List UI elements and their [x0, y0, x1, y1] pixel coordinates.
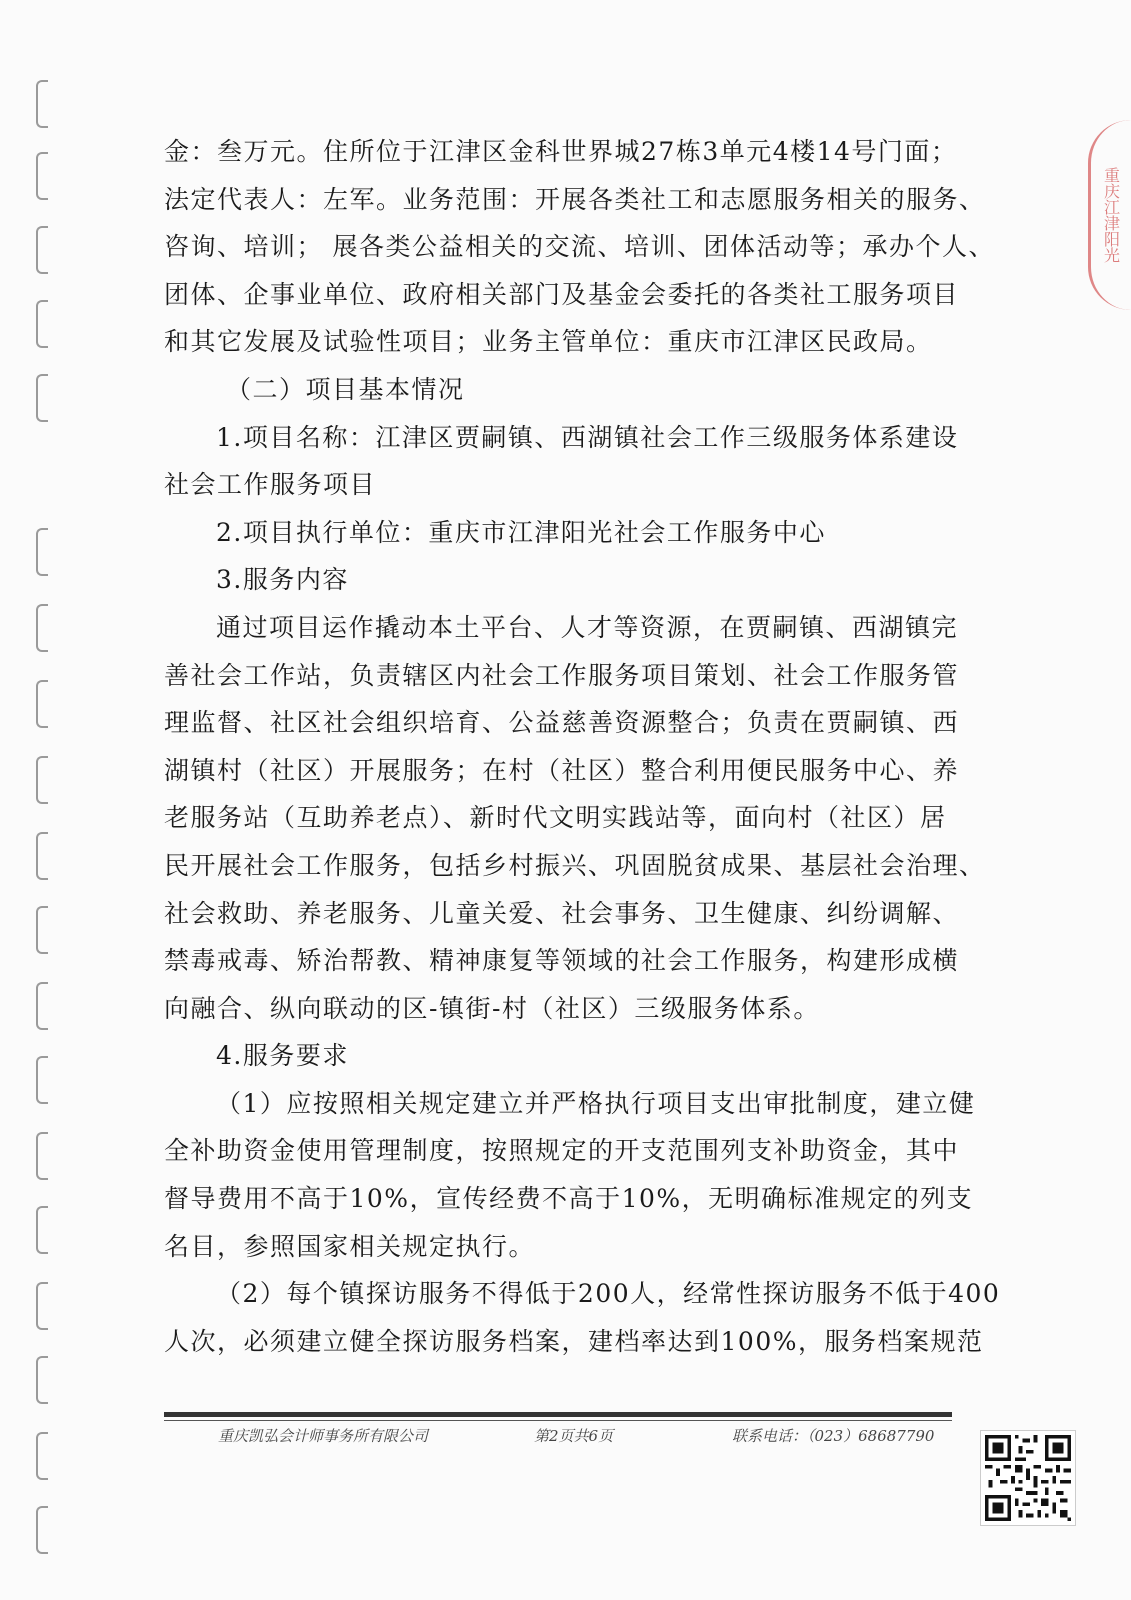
text-line: 名目，参照国家相关规定执行。	[164, 1231, 536, 1261]
binding-hole	[36, 1356, 48, 1404]
text-line: 全补助资金使用管理制度，按照规定的开支范围列支补助资金，其中	[164, 1136, 960, 1166]
footer-page-number: 第2页共6页	[534, 1427, 614, 1445]
text-line: 咨询、培训； 展各类公益相关的交流、培训、团体活动等；承办个人、	[164, 232, 995, 262]
footer-phone: 联系电话：（023）68687790	[732, 1427, 935, 1445]
page-footer	[212, 1425, 952, 1449]
binding-hole	[36, 1432, 48, 1480]
text-line: 金：叁万元。住所位于江津区金科世界城27栋3单元4楼14号门面；	[164, 137, 958, 166]
text-line: 团体、企事业单位、政府相关部门及基金会委托的各类社工服务项目	[164, 279, 960, 309]
binding-hole	[36, 80, 48, 128]
binding-hole	[36, 832, 48, 880]
subsection-heading: 3.服务内容	[216, 565, 349, 595]
binding-hole	[36, 1282, 48, 1330]
binding-hole	[36, 1132, 48, 1180]
text-line: 民开展社会工作服务，包括乡村振兴、巩固脱贫成果、基层社会治理、	[164, 850, 986, 880]
binding-hole	[36, 226, 48, 274]
text-line: 禁毒戒毒、矫治帮教、精神康复等领域的社会工作服务，构建形成横	[164, 946, 960, 976]
text-line: 向融合、纵向联动的区-镇街-村（社区）三级服务体系。	[164, 993, 820, 1023]
binding-hole	[36, 756, 48, 804]
text-line: （2）每个镇探访服务不得低于200人，经常性探访服务不低于400	[216, 1279, 1001, 1309]
text-line: 督导费用不高于10%，宣传经费不高于10%，无明确标准规定的列支	[164, 1184, 974, 1214]
text-line: （1）应按照相关规定建立并严格执行项目支出审批制度，建立健	[216, 1088, 976, 1118]
binding-hole	[36, 1206, 48, 1254]
binding-hole	[36, 982, 48, 1030]
text-line: 通过项目运作撬动本土平台、人才等资源，在贾嗣镇、西湖镇完	[216, 612, 959, 642]
text-line: 社会救助、养老服务、儿童关爱、社会事务、卫生健康、纠纷调解、	[164, 898, 960, 928]
footer-company: 重庆凯弘会计师事务所有限公司	[218, 1427, 429, 1445]
binding-hole	[36, 374, 48, 422]
footer-rule	[164, 1412, 952, 1417]
text-line: 法定代表人：左军。业务范围：开展各类社工和志愿服务相关的服务、	[164, 184, 986, 214]
text-line: 和其它发展及试验性项目；业务主管单位：重庆市江津区民政局。	[164, 327, 933, 357]
seal-text: 重庆江津阳光	[1101, 167, 1121, 263]
text-line: 2.项目执行单位：重庆市江津阳光社会工作服务中心	[216, 517, 826, 547]
document-body	[164, 128, 1001, 1365]
text-line: 社会工作服务项目	[164, 470, 377, 500]
red-seal-stamp	[1088, 120, 1131, 310]
footer-rule-thin	[164, 1420, 952, 1421]
text-line: 善社会工作站，负责辖区内社会工作服务项目策划、社会工作服务管	[164, 660, 960, 690]
subsection-heading: 4.服务要求	[216, 1041, 349, 1071]
text-line: 理监督、社区社会组织培育、公益慈善资源整合；负责在贾嗣镇、西	[164, 708, 960, 738]
qr-code-icon	[980, 1430, 1076, 1526]
text-line: 老服务站（互助养老点）、新时代文明实践站等，面向村（社区）居	[164, 803, 947, 833]
binding-hole	[36, 152, 48, 200]
binding-hole	[36, 528, 48, 576]
text-line: 人次，必须建立健全探访服务档案，建档率达到100%，服务档案规范	[164, 1326, 984, 1356]
binding-hole	[36, 604, 48, 652]
binding-holes	[28, 0, 58, 1600]
text-line: 1.项目名称：江津区贾嗣镇、西湖镇社会工作三级服务体系建设	[216, 422, 959, 452]
text-line: 湖镇村（社区）开展服务；在村（社区）整合利用便民服务中心、养	[164, 755, 960, 785]
binding-hole	[36, 300, 48, 348]
binding-hole	[36, 1506, 48, 1554]
binding-hole	[36, 680, 48, 728]
binding-hole	[36, 1056, 48, 1104]
section-heading: （二）项目基本情况	[226, 374, 465, 404]
binding-hole	[36, 906, 48, 954]
